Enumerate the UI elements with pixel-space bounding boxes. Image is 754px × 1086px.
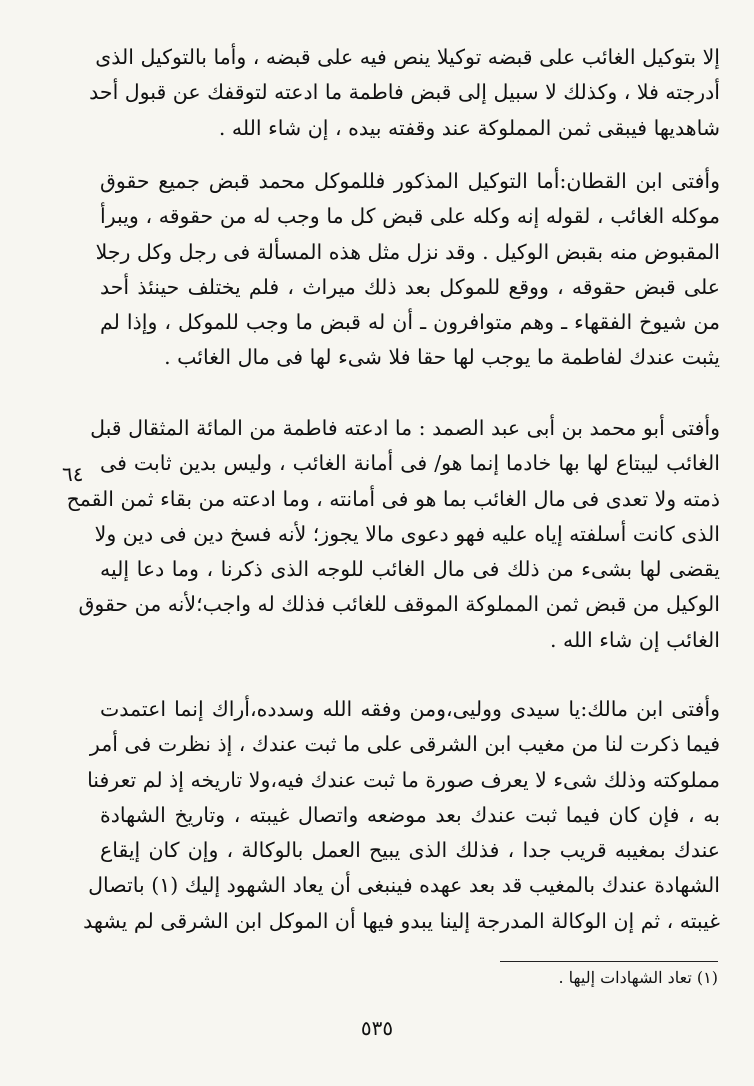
- text-line: موكله الغائب ، لقوله إنه وكله على قبض كل ما وجب له من حقوقه ، ويبرأ: [100, 204, 720, 229]
- text-line: الشهادة عندك بالمغيب قد بعد عهده فينبغى أن يعاد الشهود إليك (١) باتصال: [88, 873, 720, 898]
- text-line: عندك بمغيبه قريب جدا ، فذلك الذى يبيح العمل بالوكالة ، وإن كان إيقاع: [100, 838, 720, 863]
- text-line: شاهديها فيبقى ثمن المملوكة عند وقفته بيده ، إن شاء الله .: [218, 115, 720, 140]
- paragraph-1: [89, 40, 720, 146]
- paragraph-4: [83, 692, 720, 939]
- text-line: وأفتى ابن القطان:أما التوكيل المذكور فللموكل محمد قبض جميع حقوق: [100, 169, 720, 193]
- footnote-divider: [500, 961, 718, 962]
- text-line: يثبت عندك لفاطمة ما يوجب لها حقا فلا شىء لها فى مال الغائب .: [164, 345, 720, 370]
- text-line: من شيوخ الفقهاء ـ وهم متوافرون ـ أن له قبض ما وجب للموكل ، وإذا لم: [100, 310, 720, 335]
- text-line: أدرجته فلا ، وكذلك لا سبيل إلى قبض فاطمة ما ادعته لتوقفك عن قبول أحد: [89, 80, 720, 105]
- text-line: إلا بتوكيل الغائب على قبضه توكيلا ينص فيه على قبضه ، وأما بالتوكيل الذى: [95, 45, 720, 69]
- margin-folio-number: ٦٤: [62, 462, 84, 486]
- text-line: به ، فإن كان فيما ثبت عندك بعد موضعه واتصال غيبته ، وتاريخ الشهادة: [100, 802, 720, 827]
- text-line: الوكيل من قبض ثمن المملوكة الموقف للغائب فذلك له واجب؛لأنه من حقوق: [78, 592, 720, 617]
- text-line: ذمته ولا تعدى فى مال الغائب بما هو فى أمانته ، وما ادعته من بقاء ثمن القمح: [66, 486, 720, 511]
- text-line: الذى كانت أسلفته إياه عليه فهو دعوى مالا يجوز؛ لأنه فسخ دين فى دين ولا: [94, 521, 720, 546]
- text-line: وأفتى أبو محمد بن أبى عبد الصمد : ما ادعته فاطمة من المائة المثقال قبل: [90, 416, 720, 440]
- text-line: على قبض حقوقه ، ووقع للموكل بعد ذلك ميراث ، فلم يختلف حينئذ أحد: [100, 274, 720, 299]
- text-line: الغائب ليبتاع لها بها خادما إنما هو/ فى أمانة الغائب ، وليس بدين ثابت فى: [100, 451, 720, 476]
- text-line: وأفتى ابن مالك:يا سيدى ووليى،ومن وفقه الله وسدده،أراك إنما اعتمدت: [100, 697, 720, 721]
- text-line: يقضى لها بشىء من ذلك فى مال الغائب للوجه الذى ذكرنا ، وما دعا إليه: [100, 557, 720, 582]
- page-number: ٥٣٥: [360, 1016, 394, 1040]
- text-line: الغائب إن شاء الله .: [549, 627, 720, 652]
- text-line: غيبته ، ثم إن الوكالة المدرجة إلينا يبدو فيها أن الموكل ابن الشرقى لم يشهد: [83, 908, 720, 933]
- text-line: مملوكته وذلك شىء لا يعرف صورة ما ثبت عندك فيه،ولا تاريخه إذ لم تعرفنا: [87, 767, 720, 792]
- paragraph-2: [95, 164, 720, 376]
- text-line: المقبوض منه بقبض الوكيل . وقد نزل مثل هذه المسألة فى رجل وكل رجلا: [95, 239, 720, 264]
- text-line: فيما ذكرت لنا من مغيب ابن الشرقى على ما ثبت عندك ، إذ نظرت فى أمر: [89, 732, 720, 757]
- footnote: (١) تعاد الشهادات إليها .: [558, 968, 718, 987]
